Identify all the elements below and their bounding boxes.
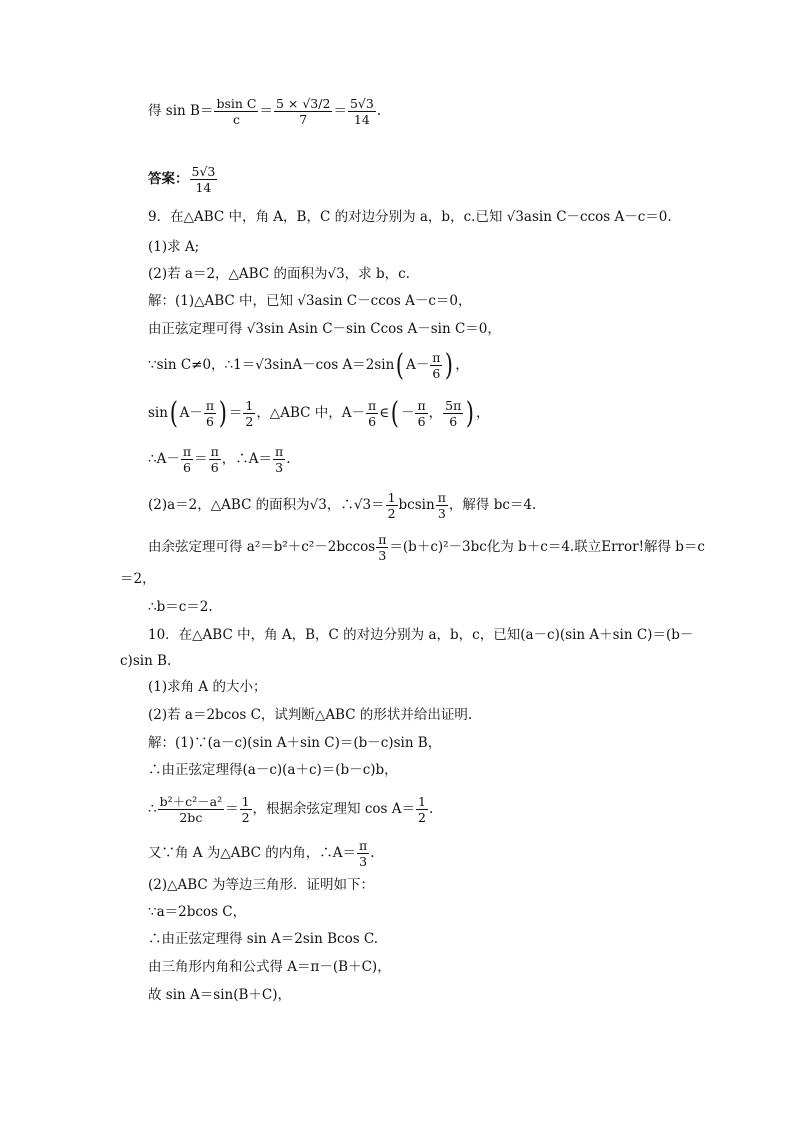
q9-solution-line-2: 由正弦定理可得 √3sin Asin C－sin Ccos A－sin C＝0，	[148, 321, 501, 337]
q9-solution-line-5: ∴A－ $\frac{\pi}{6}$ ＝ $\frac{\pi}{6}$ ，∴A＝ $\frac{\pi}{3}$ .	[148, 444, 291, 475]
answer-fraction: $\frac{5√3}{14}$	[191, 164, 216, 195]
previous-result-line: 得 sin B＝ $\frac{\text{bsin C}}{c}$ ＝ $\frac{5 \times √3/2}{7}$ ＝ $\frac{5√3}{14}$ .	[148, 96, 382, 127]
fraction-substitution: $\frac{5 \times √3/2}{7}$	[275, 96, 331, 127]
q9-solution-line-8: ∴b＝c＝2.	[148, 599, 213, 615]
q9-solution-line-6: (2)a＝2，△ABC 的面积为√3，∴√3＝ $\frac{1}{2}$ bcsin $\frac{\pi}{3}$ ，解得 bc＝4.	[148, 490, 537, 521]
q10-solution-line-8: 由三角形内角和公式得 A＝π－(B＋C)，	[148, 959, 391, 975]
sinb-prefix: 得 sin B＝	[148, 103, 214, 119]
q9-solution-line-7: 由余弦定理可得 a²＝b²＋c²－2bccos $\frac{\pi}{3}$ ＝(b＋c)²－3bc化为 b＋c＝4.联立Error!解得 b＝c	[148, 532, 705, 563]
q9-solution-line-7-cont: ＝2，	[120, 571, 156, 587]
q10-solution-line-3: ∴ $\frac{\text{b²＋c²－a²}}{2bc}$ ＝ $\frac{1}{2}$ ，根据余弦定理知 cos A＝ $\frac{1}{2}$ .	[148, 794, 434, 825]
q9-part2: (2)若 a＝2，△ABC 的面积为√3，求 b，c.	[148, 266, 410, 282]
q10-solution-line-2: ∴由正弦定理得(a－c)(a＋c)＝(b－c)b，	[148, 762, 398, 778]
answer-label: 答案：	[148, 171, 189, 187]
q10-part2: (2)若 a＝2bcos C，试判断△ABC 的形状并给出证明.	[148, 707, 473, 723]
q9-solution-line-1: 解：(1)△ABC 中，已知 √3asin C－ccos A－c＝0，	[148, 293, 472, 309]
q10-solution-line-6: ∵a＝2bcos C，	[148, 904, 247, 920]
q10-solution-line-9: 故 sin A＝sin(B＋C)，	[148, 987, 291, 1003]
fraction-result: $\frac{5√3}{14}$	[349, 96, 374, 127]
q10-part1: (1)求角 A 的大小；	[148, 679, 267, 695]
q10-solution-line-5: (2)△ABC 为等边三角形．证明如下：	[148, 877, 375, 893]
cosine-fraction: $\frac{\text{b²＋c²－a²}}{2bc}$	[159, 794, 223, 825]
q9-part1: (1)求 A;	[148, 239, 200, 255]
fraction-bsinc-over-c: $\frac{\text{bsin C}}{c}$	[216, 96, 257, 127]
q10-solution-line-4: 又∵角 A 为△ABC 的内角，∴A＝ $\frac{\pi}{3}$ .	[148, 838, 375, 869]
q9-statement: 9．在△ABC 中，角 A，B，C 的对边分别为 a，b，c.已知 √3asin C－ccos A－c＝0.	[148, 209, 672, 225]
q10-solution-line-7: ∴由正弦定理得 sin A＝2sin Bcos C.	[148, 931, 379, 947]
q10-solution-line-1: 解：(1)∵(a－c)(sin A＋sin C)＝(b－c)sin B，	[148, 735, 442, 751]
answer-line	[148, 164, 218, 195]
q9-solution-line-3: ∵sin C≠0，∴1＝√3sinA－cos A＝2sin( A－ $\frac{\pi}{6}$ ) ，	[148, 347, 469, 383]
q10-statement-2: c)sin B.	[120, 653, 172, 669]
q9-solution-line-4: sin( A－ $\frac{\pi}{6}$ ) ＝ $\frac{1}{2}$ ，△ABC 中，A－ $\frac{\pi}{6}$ ∈( － $\frac{\pi}{6}$ ， $\frac{5\pi}{6}$ ) ，	[148, 395, 490, 431]
q10-statement-1: 10．在△ABC 中，角 A，B，C 的对边分别为 a，b，c，已知(a－c)(sin A＋sin C)＝(b－	[148, 627, 694, 643]
